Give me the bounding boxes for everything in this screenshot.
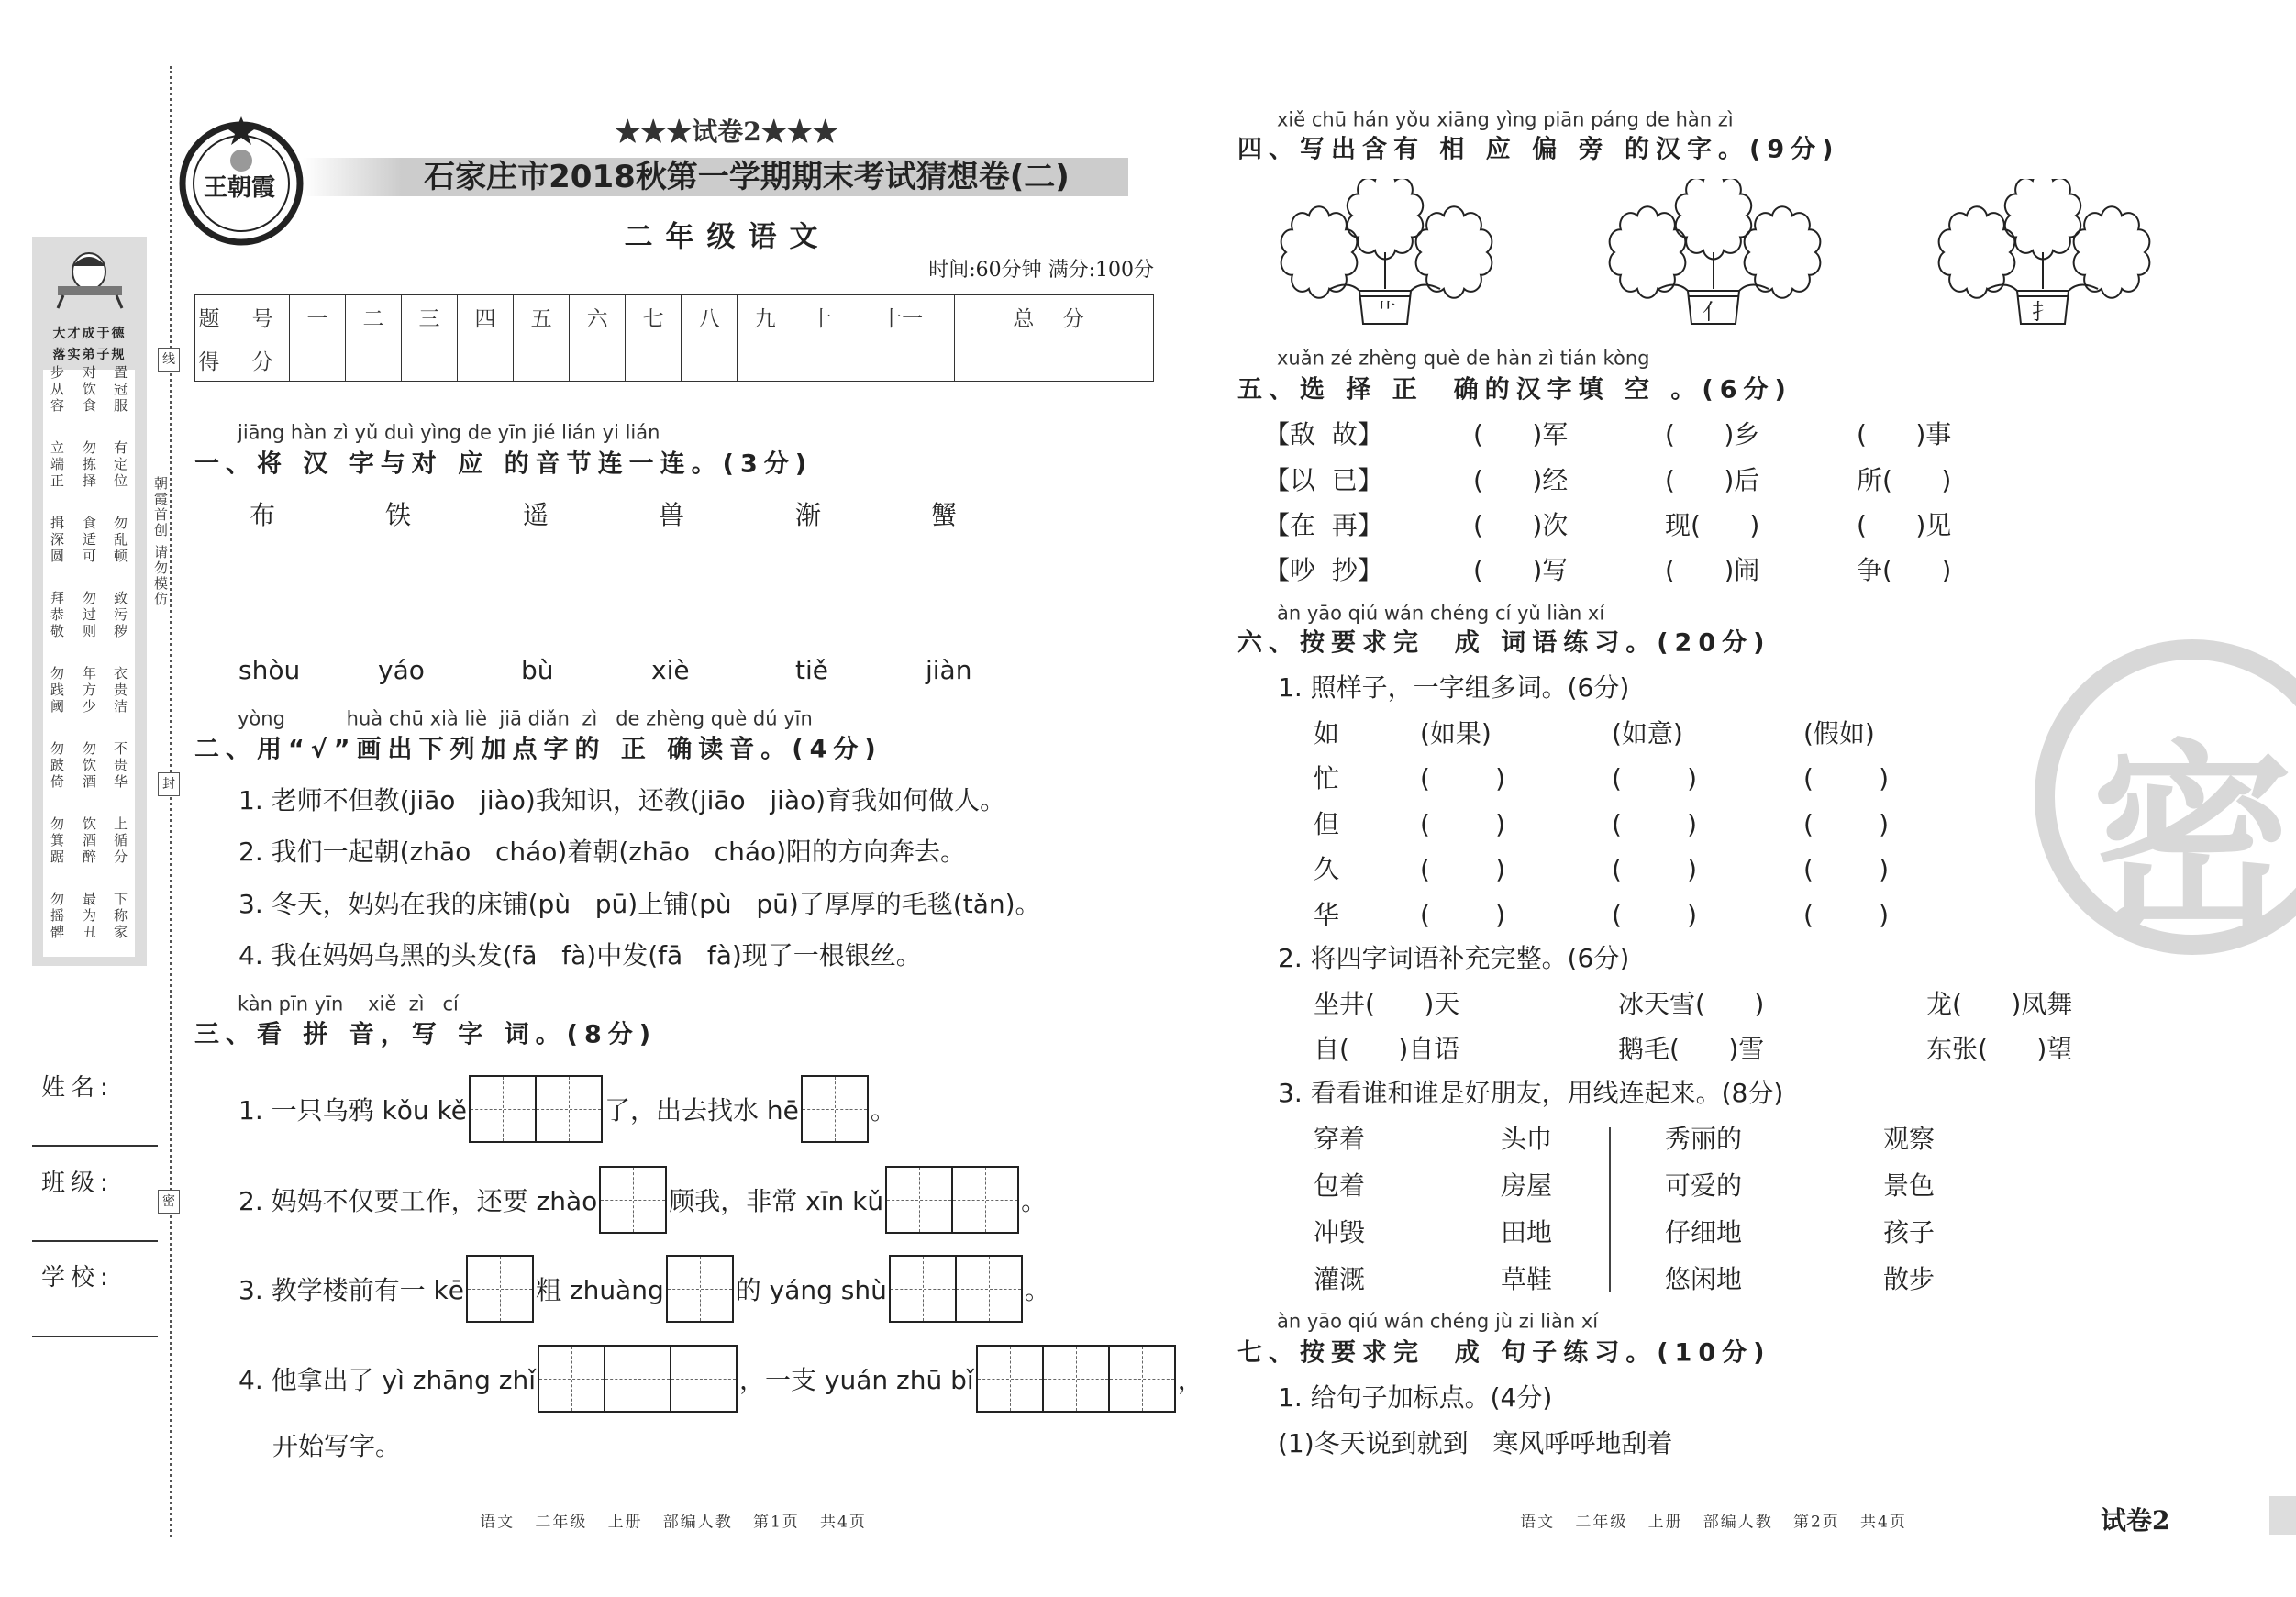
char-pair: 【敌 故】 (1264, 419, 1383, 449)
cut-label: 封 (158, 772, 180, 796)
section-heading: 六、按要求完 成 词语练习。(20分) (1237, 628, 1771, 658)
page-footer: 语文 二年级 上册 部编人教 第1页 共4页 (480, 1513, 867, 1532)
question-text: 4. 他拿出了 yì zhāng zhǐ (238, 1365, 537, 1395)
poem-column: 衣贵洁 (112, 666, 128, 715)
section-pinyin: yòng huà chū xià liè jiā diǎn zì de zhèng què dú yīn (238, 707, 813, 730)
question-text: 3. 教学楼前有一 kē (238, 1275, 464, 1305)
poem-column: 年方少 (81, 666, 97, 715)
word-blank[interactable]: ( ) (1420, 900, 1506, 930)
match-syllable[interactable]: jiàn (926, 655, 972, 685)
copyright-notice: 朝霞首创 请勿模仿 (152, 476, 169, 607)
punctuation-sentence[interactable]: (1)冬天说到就到 寒风呼呼地刮着 (1278, 1428, 1673, 1458)
poem-column: 勿拣择 (81, 440, 97, 490)
question-text: 了，出去找水 hē (604, 1095, 799, 1126)
base-char: 如 (1314, 718, 1340, 749)
section-pinyin: àn yāo qiú wán chéng cí yǔ liàn xí (1277, 602, 1605, 625)
section-pinyin: àn yāo qiú wán chéng jù zi liàn xí (1277, 1310, 1599, 1333)
subquestion: 1. 给句子加标点。(4分) (1278, 1382, 1553, 1413)
tianzige-cell[interactable] (604, 1347, 670, 1411)
score-cell[interactable] (682, 338, 738, 382)
table-header-cell: 二 (346, 295, 402, 338)
match-syllable[interactable]: tiě (795, 655, 828, 685)
idiom-blank[interactable]: 自( )自语 (1314, 1034, 1460, 1064)
match-word[interactable]: 悠闲地 (1665, 1264, 1743, 1294)
char-pair: 【以 已】 (1264, 465, 1383, 495)
match-word[interactable]: 仔细地 (1665, 1217, 1743, 1248)
section-heading: 五、选 择 正 确的汉字填 空 。(6分) (1237, 375, 1792, 405)
match-syllable[interactable]: bù (521, 655, 554, 685)
idiom-blank[interactable]: 鹅毛( )雪 (1618, 1034, 1765, 1064)
question-text: 。 (1024, 1275, 1050, 1305)
writing-grid[interactable] (538, 1345, 738, 1413)
section-pinyin: kàn pīn yīn xiě zì cí (238, 993, 459, 1015)
writing-grid[interactable] (469, 1075, 603, 1143)
poem-column: 勿跛倚 (49, 741, 65, 791)
fill-blank[interactable]: ( )见 (1857, 510, 1952, 540)
section-heading: 三、看 拼 音，写 字 词。(8分) (194, 1020, 658, 1049)
match-word[interactable]: 散步 (1883, 1264, 1936, 1294)
poem-column: 不贵华 (112, 741, 128, 791)
word-blank[interactable]: ( ) (1612, 763, 1698, 793)
question-item[interactable]: 3. 冬天，妈妈在我的床铺(pù pū)上铺(pù pū)了厚厚的毛毯(tǎn)。 (238, 889, 1041, 919)
tianzige-cell[interactable] (535, 1077, 601, 1141)
question-text: 。 (870, 1095, 896, 1126)
fill-blank[interactable]: ( )写 (1473, 555, 1569, 585)
question-text: 1. 一只乌鸦 kǒu kě (238, 1095, 467, 1126)
tianzige-cell[interactable] (601, 1168, 665, 1232)
fill-blank[interactable]: ( )经 (1473, 465, 1569, 495)
table-header-cell: 总 分 (955, 295, 1154, 338)
question-text: ， (1177, 1365, 1203, 1395)
match-divider (1609, 1127, 1611, 1292)
match-char[interactable]: 遥 (523, 500, 549, 530)
question-item (238, 1166, 1047, 1234)
corner-decoration (2269, 1496, 2296, 1535)
score-cell[interactable] (738, 338, 793, 382)
question-continuation: 开始写字。 (272, 1431, 402, 1461)
logo-text: 王朝霞 (204, 174, 276, 202)
question-item (238, 1075, 896, 1143)
poem-column: 拜恭敬 (49, 591, 65, 640)
fill-blank[interactable]: 所( ) (1857, 465, 1952, 495)
section-heading: 七、按要求完 成 句子练习。(10分) (1237, 1338, 1771, 1368)
score-cell[interactable] (290, 338, 346, 382)
fill-blank[interactable]: 现( ) (1665, 510, 1760, 540)
match-char[interactable]: 渐 (795, 500, 822, 530)
word-blank[interactable]: ( ) (1612, 809, 1698, 839)
writing-grid[interactable] (466, 1255, 534, 1323)
base-char: 忙 (1314, 763, 1340, 793)
question-item[interactable]: 1. 老师不但教(jiāo jiào)我知识，还教(jiāo jiào)育我如何做人。 (238, 785, 1006, 815)
question-item[interactable]: 2. 我们一起朝(zhāo cháo)着朝(zhāo cháo)阳的方向奔去。 (238, 837, 967, 867)
cut-label: 线 (158, 348, 180, 372)
subject-title: 二年级语文 (624, 220, 831, 254)
class-field[interactable] (32, 1240, 158, 1242)
table-header-cell: 四 (458, 295, 514, 338)
table-header-cell: 八 (682, 295, 738, 338)
match-word[interactable]: 包着 (1314, 1170, 1366, 1201)
idiom-blank[interactable]: 龙( )凤舞 (1926, 989, 2073, 1019)
table-header-cell: 十一 (849, 295, 955, 338)
subquestion: 2. 将四字词语补充完整。(6分) (1278, 943, 1630, 973)
tianzige-cell[interactable] (803, 1077, 867, 1141)
score-cell[interactable] (955, 338, 1154, 382)
flower-shape (2005, 179, 2080, 259)
match-word[interactable]: 草鞋 (1501, 1264, 1553, 1294)
match-word[interactable]: 观察 (1883, 1124, 1936, 1154)
word-blank[interactable]: ( ) (1803, 809, 1890, 839)
fill-blank[interactable]: ( )次 (1473, 510, 1569, 540)
table-header-cell: 七 (626, 295, 682, 338)
poem-column: 置冠服 (112, 365, 128, 415)
radical-label: 艹 (1374, 299, 1396, 325)
fill-blank[interactable]: ( )闹 (1665, 555, 1760, 585)
base-char: 久 (1314, 854, 1340, 884)
flower-shape (1676, 179, 1751, 259)
fill-blank[interactable]: ( )后 (1665, 465, 1760, 495)
match-word[interactable]: 房屋 (1501, 1170, 1553, 1201)
tianzige-cell[interactable] (471, 1077, 535, 1141)
table-header-cell: 题 号 (195, 295, 290, 338)
question-text: 粗 zhuàng (535, 1275, 664, 1305)
poem-column: 揖深圆 (49, 516, 65, 565)
match-char[interactable]: 铁 (385, 500, 412, 530)
paper-tag: ★★★试卷2★★★ (615, 116, 838, 147)
writing-grid[interactable] (885, 1166, 1019, 1234)
word-blank[interactable]: (如果) (1420, 718, 1492, 749)
question-text: ，一支 yuán zhū bǐ (739, 1365, 974, 1395)
radical-label: 亻 (1703, 299, 1725, 325)
match-syllable[interactable]: shòu (238, 655, 301, 685)
question-text: 2. 妈妈不仅要工作，还要 zhào (238, 1186, 598, 1216)
poem-column: 致污秽 (112, 591, 128, 640)
word-blank[interactable]: ( ) (1420, 854, 1506, 884)
table-header-cell: 五 (514, 295, 570, 338)
table-header-cell: 三 (402, 295, 458, 338)
char-pair: 【在 再】 (1264, 510, 1383, 540)
word-blank[interactable]: ( ) (1420, 809, 1506, 839)
word-blank[interactable]: ( ) (1803, 900, 1890, 930)
name-label: 姓名: (41, 1074, 114, 1102)
poem-column: 勿饮酒 (81, 741, 97, 791)
subquestion: 1. 照样子，一字组多词。(6分) (1278, 672, 1630, 703)
poem-column: 勿箕踞 (49, 816, 65, 866)
section-pinyin: jiāng hàn zì yǔ duì yìng de yīn jié lián yi lián (238, 421, 660, 444)
tianzige-cell[interactable] (668, 1257, 732, 1321)
writing-grid[interactable] (976, 1345, 1176, 1413)
score-cell[interactable] (626, 338, 682, 382)
section-pinyin: xuǎn zé zhèng què de hàn zì tián kòng (1277, 347, 1650, 370)
poem-column: 勿乱顿 (112, 516, 128, 565)
fill-blank[interactable]: ( )事 (1857, 419, 1952, 449)
match-char[interactable]: 兽 (659, 500, 685, 530)
poem-column: 立端正 (49, 440, 65, 490)
idiom-blank[interactable]: 冰天雪( ) (1618, 989, 1765, 1019)
match-word[interactable]: 孩子 (1883, 1217, 1936, 1248)
table-header-cell: 一 (290, 295, 346, 338)
fill-blank[interactable]: 争( ) (1857, 555, 1952, 585)
subquestion: 3. 看看谁和谁是好朋友，用线连起来。(8分) (1278, 1078, 1784, 1108)
word-blank[interactable]: (假如) (1803, 718, 1875, 749)
poem-column: 饮酒醉 (81, 816, 97, 866)
match-syllable[interactable]: xiè (651, 655, 690, 685)
tianzige-cell[interactable] (955, 1257, 1021, 1321)
tianzige-cell[interactable] (1108, 1347, 1174, 1411)
tianzige-cell[interactable] (978, 1347, 1042, 1411)
table-header-cell: 六 (570, 295, 626, 338)
word-blank[interactable]: (如意) (1612, 718, 1683, 749)
page-footer: 语文 二年级 上册 部编人教 第2页 共4页 (1520, 1513, 1907, 1532)
section-pinyin: xiě chū hán yǒu xiāng yìng piān páng de hàn zì (1277, 108, 1734, 131)
writing-grid[interactable] (666, 1255, 734, 1323)
watermark-glyph: 密 (2091, 723, 2294, 958)
question-text: 的 yáng shù (735, 1275, 887, 1305)
score-cell[interactable] (346, 338, 402, 382)
school-field[interactable] (32, 1336, 158, 1337)
match-syllable[interactable]: yáo (378, 655, 425, 685)
question-item[interactable]: 4. 我在妈妈乌黑的头发(fā fà)中发(fā fà)现了一根银丝。 (238, 940, 922, 970)
section-heading: 二、用“√”画出下列加点字的 正 确读音。(4分) (194, 735, 882, 764)
idiom-blank[interactable]: 东张( )望 (1926, 1034, 2073, 1064)
match-char[interactable]: 布 (250, 500, 276, 530)
section-heading: 四、写出含有 相 应 偏 旁 的汉字。(9分) (1237, 135, 1840, 164)
tianzige-cell[interactable] (670, 1347, 736, 1411)
flower-shape (2069, 284, 2098, 291)
question-item (238, 1345, 1203, 1413)
idiom-blank[interactable]: 坐井( )天 (1314, 989, 1460, 1019)
poem-column: 下称家 (112, 892, 128, 941)
tianzige-cell[interactable] (468, 1257, 532, 1321)
word-blank[interactable]: ( ) (1612, 854, 1698, 884)
match-word[interactable]: 穿着 (1314, 1124, 1366, 1154)
question-text: 顾我，非常 xīn kǔ (669, 1186, 884, 1216)
base-char: 但 (1314, 809, 1340, 839)
poem-column: 对饮食 (81, 365, 97, 415)
score-cell[interactable] (849, 338, 955, 382)
tianzige-cell[interactable] (951, 1168, 1017, 1232)
base-char: 华 (1314, 900, 1340, 930)
score-row-label: 得 分 (195, 338, 290, 382)
fill-blank[interactable]: ( )乡 (1665, 419, 1760, 449)
time-score-info: 时间:60分钟 满分:100分 (928, 259, 1154, 282)
tianzige-cell[interactable] (1042, 1347, 1108, 1411)
score-cell[interactable] (793, 338, 849, 382)
score-table (194, 294, 1154, 382)
poem-column: 食适可 (81, 516, 97, 565)
exam-title: 石家庄市2018秋第一学期期末考试猜想卷(二) (424, 159, 1070, 195)
school-label: 学校: (41, 1264, 114, 1292)
confidential-watermark (2035, 639, 2296, 958)
writing-grid[interactable] (599, 1166, 667, 1234)
score-cell[interactable] (514, 338, 570, 382)
match-word[interactable]: 田地 (1501, 1217, 1553, 1248)
student-illustration (50, 246, 128, 310)
poem-column: 勿过则 (81, 591, 97, 640)
fill-blank[interactable]: ( )军 (1473, 419, 1569, 449)
class-label: 班级: (41, 1170, 114, 1197)
match-word[interactable]: 景色 (1883, 1170, 1936, 1201)
match-word[interactable]: 冲毁 (1314, 1217, 1366, 1248)
motto-line: 落实弟子规 (52, 348, 127, 362)
poem-column: 勿摇髀 (49, 892, 65, 941)
match-word[interactable]: 可爱的 (1665, 1170, 1743, 1201)
word-blank[interactable]: ( ) (1612, 900, 1698, 930)
word-blank[interactable]: ( ) (1803, 763, 1890, 793)
radical-label: 扌 (2032, 299, 2054, 325)
score-cell[interactable] (570, 338, 626, 382)
flower-shape (1739, 284, 1769, 291)
word-blank[interactable]: ( ) (1420, 763, 1506, 793)
tianzige-cell[interactable] (891, 1257, 955, 1321)
table-row (195, 338, 1154, 382)
motto-line: 大才成于德 (52, 327, 127, 341)
question-item (238, 1255, 1050, 1323)
table-header-row (195, 295, 1154, 338)
question-text: 。 (1021, 1186, 1048, 1216)
word-blank[interactable]: ( ) (1803, 854, 1890, 884)
flower-shape (1411, 284, 1440, 291)
corner-paper-tag: 试卷2 (2101, 1505, 2170, 1536)
name-field[interactable] (32, 1145, 158, 1147)
writing-grid[interactable] (801, 1075, 869, 1143)
match-word[interactable]: 灌溉 (1314, 1264, 1366, 1294)
score-cell[interactable] (402, 338, 458, 382)
flower-shape (1348, 179, 1423, 259)
match-word[interactable]: 秀丽的 (1665, 1124, 1743, 1154)
poem-column: 最为丑 (81, 892, 97, 941)
table-header-cell: 九 (738, 295, 793, 338)
char-pair: 【吵 抄】 (1264, 555, 1383, 585)
table-header-cell: 十 (793, 295, 849, 338)
poem-column: 勿践阈 (49, 666, 65, 715)
section-heading: 一、将 汉 字与对 应 的音节连一连。(3分) (194, 449, 814, 479)
cut-line (170, 66, 172, 1537)
tianzige-cell[interactable] (887, 1168, 951, 1232)
match-char[interactable]: 蟹 (931, 500, 958, 530)
match-word[interactable]: 头巾 (1501, 1124, 1553, 1154)
poem-column: 有定位 (112, 440, 128, 490)
score-cell[interactable] (458, 338, 514, 382)
writing-grid[interactable] (889, 1255, 1023, 1323)
cut-label: 密 (158, 1190, 180, 1214)
tianzige-cell[interactable] (539, 1347, 604, 1411)
poem-column: 上循分 (112, 816, 128, 866)
poem-column: 步从容 (49, 365, 65, 415)
flower-pots (1275, 179, 2192, 335)
